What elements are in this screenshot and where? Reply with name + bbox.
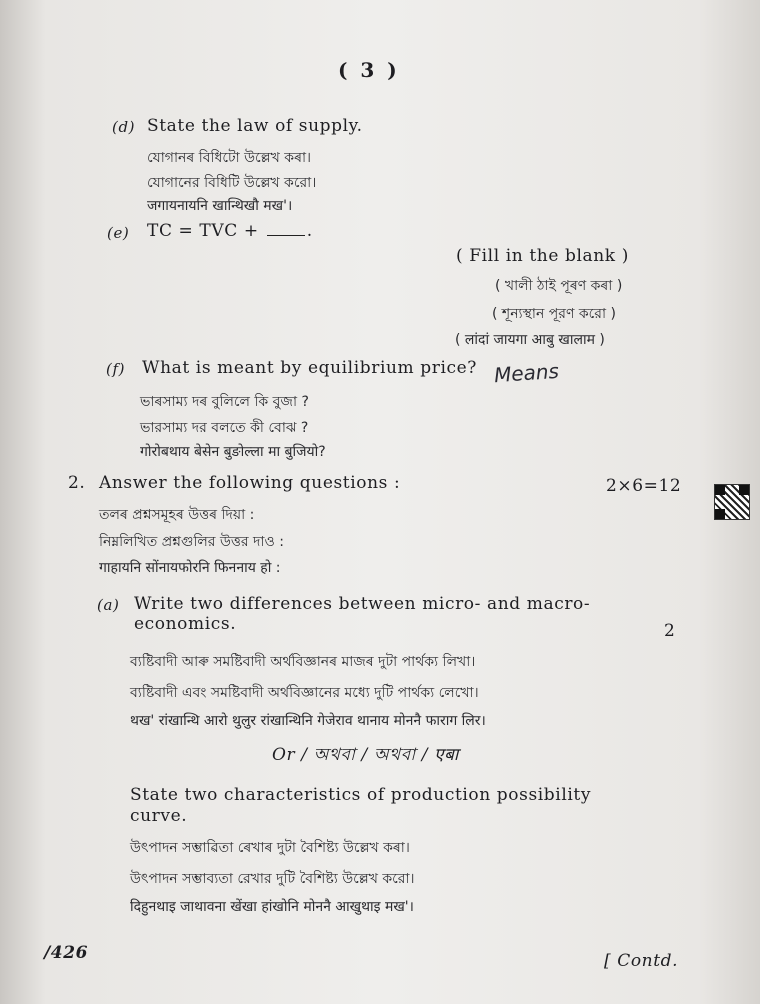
- q1d-english: State the law of supply.: [147, 116, 363, 136]
- q1f-bodo: गोरोबथाय बेसेन बुङोल्ला मा बुजियो?: [140, 444, 326, 460]
- handwritten-note: Means: [493, 358, 560, 388]
- q1e-blank-line: [267, 235, 305, 236]
- q1e-instruction-assamese: ( খালী ঠাই পূৰণ কৰা ): [495, 278, 623, 294]
- q1d-bodo: जगायनायनि खान्थिखौ मख'।: [147, 198, 293, 214]
- q1e-instruction-bodo: ( लांदां जायगा आबु खालाम ): [455, 332, 605, 348]
- q1e-instruction-bengali: ( শূন্যস্থান পূরণ করো ): [492, 306, 616, 322]
- or-divider: Or / অথবা / অথবা / एबा: [272, 745, 459, 765]
- q2a-alt-english-line2: curve.: [130, 806, 188, 826]
- q2-bodo: गाहायनि सोंनायफोरनि फिननाय हो :: [99, 560, 281, 576]
- q2-english: Answer the following questions :: [99, 473, 401, 493]
- q2a-label: (a): [97, 596, 120, 614]
- q2a-bodo: थख' रांखान्थि आरो थुलुर रांखान्थिनि गेजेराव थानाय मोननै फाराग लिर।: [130, 713, 486, 729]
- paper-code: /426: [44, 943, 89, 963]
- q2a-english-line2: economics.: [134, 614, 237, 634]
- q1f-label: (f): [106, 360, 126, 378]
- q1f-assamese: ভাৰসাম্য দৰ বুলিলে কি বুজা ?: [140, 394, 309, 410]
- q1d-assamese: যোগানৰ বিধিটো উল্লেখ কৰা।: [147, 150, 312, 166]
- q1e-label: (e): [107, 224, 130, 242]
- q1d-label: (d): [112, 118, 136, 136]
- q2a-assamese: ব্যষ্টিবাদী আৰু সমষ্টিবাদী অৰ্থবিজ্ঞানৰ মাজৰ দুটা পাৰ্থক্য লিখা।: [130, 654, 476, 670]
- q1e-instruction-english: ( Fill in the blank ): [456, 246, 629, 266]
- q2a-alt-assamese: উৎপাদন সম্ভাৱিতা ৰেখাৰ দুটা বৈশিষ্ট্য উল্লেখ কৰা।: [130, 840, 410, 856]
- q1f-english: What is meant by equilibrium price?: [142, 358, 478, 378]
- page-number: ( 3 ): [338, 58, 400, 82]
- q2-marks: 2×6=12: [606, 476, 682, 496]
- q2a-alt-english-line1: State two characteristics of production possibility: [130, 785, 592, 805]
- q2a-alt-bengali: উৎপাদন সম্ভাব্যতা রেখার দুটি বৈশিষ্ট্য উল্লেখ করো।: [130, 871, 415, 887]
- q2a-bengali: ব্যষ্টিবাদী এবং সমষ্টিবাদী অর্থবিজ্ঞানের মধ্যে দুটি পার্থক্য লেখো।: [130, 685, 479, 701]
- q2a-english-line1: Write two differences between micro- and macro-: [134, 594, 591, 614]
- q2-number: 2.: [68, 473, 86, 493]
- q2a-alt-bodo: दिहुनथाइ जाथावना खेंखा हांखोनि मोननै आखुथाइ मख'।: [130, 899, 414, 915]
- q1e-formula-end: .: [306, 221, 313, 241]
- q1e-english: [147, 221, 313, 241]
- q1d-bengali: যোগানের বিধিটি উল্লেখ করো।: [147, 175, 317, 191]
- q1f-bengali: ভারসাম্য দর বলতে কী বোঝ ?: [140, 420, 309, 436]
- q2-assamese: তলৰ প্ৰশ্নসমূহৰ উত্তৰ দিয়া :: [99, 507, 255, 523]
- qr-code: [714, 484, 750, 520]
- q2a-marks: 2: [664, 621, 676, 641]
- q2-bengali: নিম্নলিখিত প্রশ্নগুলির উত্তর দাও :: [99, 534, 284, 550]
- q1e-formula: TC = TVC +: [147, 221, 259, 241]
- continued-label: [ Contd.: [604, 951, 679, 971]
